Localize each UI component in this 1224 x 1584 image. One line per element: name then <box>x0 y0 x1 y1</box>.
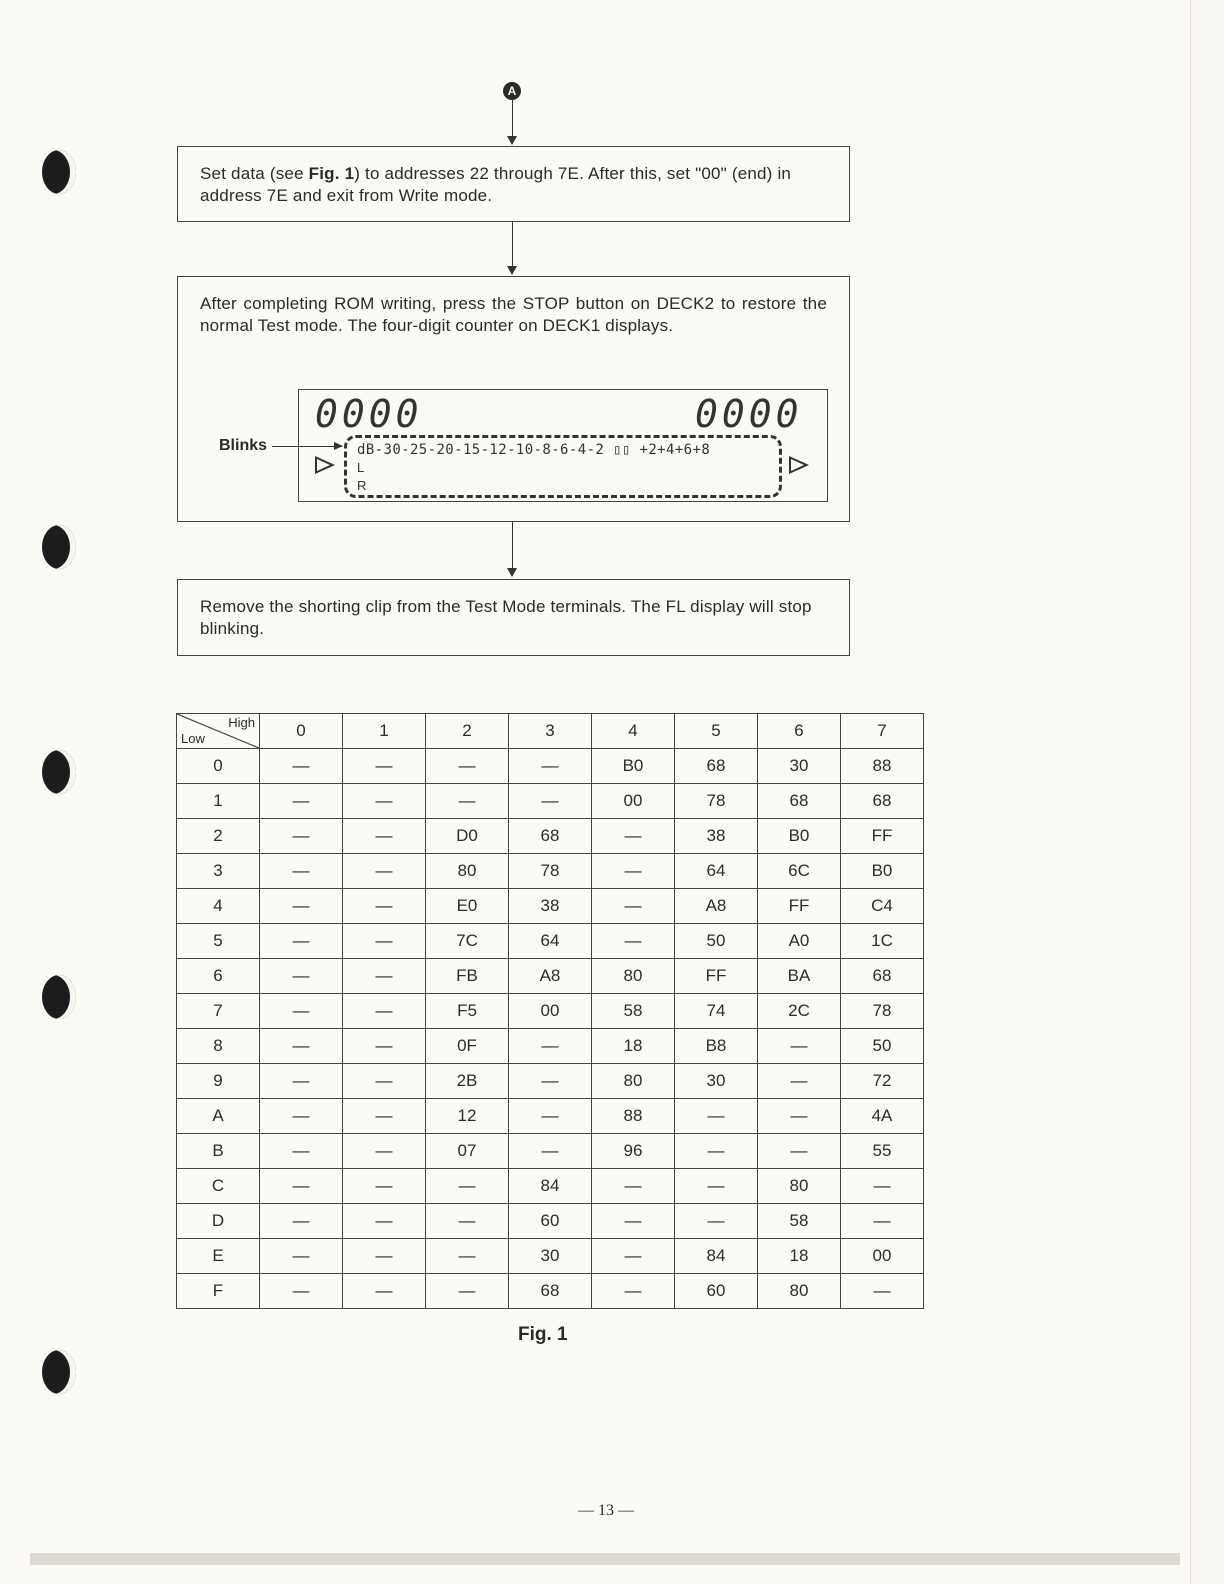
corner-low-label: Low <box>181 731 205 746</box>
table-cell: — <box>592 1169 675 1204</box>
table-row <box>177 924 924 959</box>
table-row <box>177 959 924 994</box>
table-cell: 80 <box>592 959 675 994</box>
table-cell: — <box>343 1134 426 1169</box>
scan-edge-strip <box>30 1553 1180 1565</box>
table-cell: 96 <box>592 1134 675 1169</box>
figure-caption: Fig. 1 <box>518 1324 568 1345</box>
table-cell: — <box>260 959 343 994</box>
table-cell: FF <box>758 889 841 924</box>
table-cell: 64 <box>509 924 592 959</box>
table-cell: — <box>260 994 343 1029</box>
table-cell: — <box>509 1029 592 1064</box>
table-row <box>177 1274 924 1309</box>
table-row <box>177 1099 924 1134</box>
row-header: E <box>177 1239 260 1274</box>
table-cell: — <box>260 889 343 924</box>
table-cell: 2C <box>758 994 841 1029</box>
table-cell: E0 <box>426 889 509 924</box>
row-header: D <box>177 1204 260 1239</box>
table-cell: 00 <box>509 994 592 1029</box>
table-cell: 1C <box>841 924 924 959</box>
play-arrow-icon <box>315 456 335 474</box>
table-row <box>177 1134 924 1169</box>
table-cell: — <box>343 1169 426 1204</box>
row-header: 3 <box>177 854 260 889</box>
column-header: 7 <box>841 714 924 749</box>
row-header: 0 <box>177 749 260 784</box>
table-cell: — <box>260 1239 343 1274</box>
table-cell: 58 <box>592 994 675 1029</box>
table-cell: — <box>675 1099 758 1134</box>
table-cell: A8 <box>509 959 592 994</box>
table-cell: — <box>675 1169 758 1204</box>
table-cell: 00 <box>841 1239 924 1274</box>
table-row <box>177 889 924 924</box>
table-cell: — <box>343 994 426 1029</box>
table-cell: — <box>343 819 426 854</box>
table-cell: — <box>841 1204 924 1239</box>
table-row <box>177 1064 924 1099</box>
flow-arrow-head <box>507 136 517 145</box>
flow-marker-a: A <box>503 82 521 100</box>
table-cell: 80 <box>592 1064 675 1099</box>
table-cell: B0 <box>758 819 841 854</box>
column-header: 6 <box>758 714 841 749</box>
table-cell: 30 <box>758 749 841 784</box>
table-cell: A8 <box>675 889 758 924</box>
column-header: 1 <box>343 714 426 749</box>
binder-hole <box>42 525 76 569</box>
row-header: F <box>177 1274 260 1309</box>
deck1-counter: 0000 <box>315 392 423 436</box>
binder-hole <box>42 975 76 1019</box>
table-cell: 80 <box>758 1169 841 1204</box>
table-cell: — <box>343 749 426 784</box>
flow-arrow-head <box>507 266 517 275</box>
table-row <box>177 1204 924 1239</box>
column-header: 3 <box>509 714 592 749</box>
table-row <box>177 994 924 1029</box>
table-cell: 84 <box>675 1239 758 1274</box>
table-cell: — <box>343 889 426 924</box>
flow-arrow-line <box>512 100 513 138</box>
row-header: A <box>177 1099 260 1134</box>
row-header: 7 <box>177 994 260 1029</box>
binder-hole <box>42 750 76 794</box>
table-cell: 64 <box>675 854 758 889</box>
row-header: 9 <box>177 1064 260 1099</box>
table-cell: — <box>343 1099 426 1134</box>
table-cell: — <box>343 1064 426 1099</box>
table-cell: 30 <box>509 1239 592 1274</box>
table-cell: 84 <box>509 1169 592 1204</box>
step3-box <box>177 579 850 656</box>
column-header: 0 <box>260 714 343 749</box>
table-cell: — <box>592 889 675 924</box>
table-cell: — <box>509 749 592 784</box>
table-cell: — <box>260 819 343 854</box>
table-cell: — <box>343 1204 426 1239</box>
flow-arrow-head <box>507 568 517 577</box>
table-cell: A0 <box>758 924 841 959</box>
table-cell: B0 <box>841 854 924 889</box>
table-cell: 0F <box>426 1029 509 1064</box>
table-cell: — <box>509 1099 592 1134</box>
table-cell: — <box>260 1099 343 1134</box>
table-cell: — <box>426 1204 509 1239</box>
blinks-label: Blinks <box>219 437 268 454</box>
channel-l-label: L <box>357 460 365 475</box>
table-row <box>177 1239 924 1274</box>
table-cell: — <box>260 1134 343 1169</box>
rom-data-table <box>176 713 924 1309</box>
table-cell: — <box>592 854 675 889</box>
row-header: 6 <box>177 959 260 994</box>
table-cell: B0 <box>592 749 675 784</box>
table-cell: — <box>592 819 675 854</box>
table-cell: — <box>343 1274 426 1309</box>
table-cell: 88 <box>592 1099 675 1134</box>
table-cell: — <box>343 784 426 819</box>
table-cell: — <box>675 1134 758 1169</box>
step3-text: Remove the shorting clip from the Test Mode terminals. The FL display will stop blinking. <box>200 597 812 638</box>
table-cell: 60 <box>675 1274 758 1309</box>
table-cell: C4 <box>841 889 924 924</box>
table-cell: 38 <box>509 889 592 924</box>
table-body <box>177 749 924 1309</box>
table-cell: 78 <box>509 854 592 889</box>
table-cell: 2B <box>426 1064 509 1099</box>
table-cell: 4A <box>841 1099 924 1134</box>
step1-box <box>177 146 850 222</box>
table-cell: 88 <box>841 749 924 784</box>
table-row <box>177 819 924 854</box>
table-cell: — <box>426 1239 509 1274</box>
table-cell: — <box>758 1134 841 1169</box>
table-cell: 80 <box>426 854 509 889</box>
table-cell: FB <box>426 959 509 994</box>
table-row <box>177 1029 924 1064</box>
table-cell: — <box>509 1134 592 1169</box>
table-cell: — <box>592 924 675 959</box>
table-cell: — <box>343 1029 426 1064</box>
binder-hole <box>42 150 76 194</box>
column-header: 2 <box>426 714 509 749</box>
table-cell: — <box>675 1204 758 1239</box>
table-cell: FF <box>841 819 924 854</box>
table-cell: — <box>260 854 343 889</box>
table-cell: 7C <box>426 924 509 959</box>
table-cell: — <box>509 1064 592 1099</box>
table-cell: — <box>260 784 343 819</box>
table-cell: — <box>260 1064 343 1099</box>
table-cell: 68 <box>675 749 758 784</box>
table-cell: 12 <box>426 1099 509 1134</box>
table-cell: — <box>592 1239 675 1274</box>
table-cell: 68 <box>841 959 924 994</box>
table-cell: 07 <box>426 1134 509 1169</box>
table-cell: — <box>426 749 509 784</box>
step2-text: After completing ROM writing, press the STOP button on DECK2 to restore the normal Test mode. The four-digit counter on DECK1 displays. <box>200 294 827 335</box>
table-row <box>177 784 924 819</box>
table-cell: 55 <box>841 1134 924 1169</box>
table-cell: 58 <box>758 1204 841 1239</box>
row-header: B <box>177 1134 260 1169</box>
table-row <box>177 749 924 784</box>
table-cell: D0 <box>426 819 509 854</box>
table-cell: — <box>841 1169 924 1204</box>
table-cell: 78 <box>841 994 924 1029</box>
level-meter-scale: dB-30-25-20-15-12-10-8-6-4-2 ▯▯ +2+4+6+8 <box>357 442 711 458</box>
blinks-pointer-arrow <box>334 442 343 450</box>
table-cell: F5 <box>426 994 509 1029</box>
corner-high-label: High <box>228 715 255 730</box>
row-header: 1 <box>177 784 260 819</box>
table-cell: 60 <box>509 1204 592 1239</box>
table-cell: — <box>343 854 426 889</box>
table-corner-cell <box>177 714 260 749</box>
table-cell: 80 <box>758 1274 841 1309</box>
row-header: 5 <box>177 924 260 959</box>
table-cell: 68 <box>509 1274 592 1309</box>
deck2-counter: 0000 <box>695 392 803 436</box>
table-cell: 18 <box>758 1239 841 1274</box>
table-row <box>177 1169 924 1204</box>
fl-display <box>298 389 828 502</box>
blinks-pointer-line <box>272 446 342 447</box>
play-arrow-icon <box>789 456 809 474</box>
table-cell: 38 <box>675 819 758 854</box>
table-cell: — <box>260 749 343 784</box>
table-cell: 50 <box>841 1029 924 1064</box>
table-cell: — <box>509 784 592 819</box>
table-cell: 68 <box>758 784 841 819</box>
table-cell: — <box>758 1029 841 1064</box>
table-cell: BA <box>758 959 841 994</box>
table-cell: 18 <box>592 1029 675 1064</box>
row-header: 2 <box>177 819 260 854</box>
fig-reference: Fig. 1 <box>308 164 355 183</box>
flow-arrow-line <box>512 222 513 268</box>
table-cell: — <box>260 1204 343 1239</box>
table-cell: 6C <box>758 854 841 889</box>
table-cell: — <box>260 1029 343 1064</box>
table-cell: 78 <box>675 784 758 819</box>
table-cell: — <box>841 1274 924 1309</box>
table-cell: FF <box>675 959 758 994</box>
table-cell: 68 <box>509 819 592 854</box>
table-cell: 68 <box>841 784 924 819</box>
table-cell: — <box>260 924 343 959</box>
table-cell: 72 <box>841 1064 924 1099</box>
table-cell: — <box>260 1169 343 1204</box>
table-cell: — <box>592 1204 675 1239</box>
table-cell: — <box>426 784 509 819</box>
table-cell: — <box>758 1064 841 1099</box>
column-header: 5 <box>675 714 758 749</box>
table-cell: — <box>343 924 426 959</box>
row-header: 4 <box>177 889 260 924</box>
table-header-row <box>177 714 924 749</box>
table-cell: 30 <box>675 1064 758 1099</box>
step1-text: Set data (see Fig. 1) to addresses 22 through 7E. After this, set "00" (end) in address 7E and exit from Write mode. <box>200 164 792 205</box>
table-cell: 50 <box>675 924 758 959</box>
table-cell: — <box>343 1239 426 1274</box>
table-cell: 74 <box>675 994 758 1029</box>
column-header: 4 <box>592 714 675 749</box>
binder-hole <box>42 1350 76 1394</box>
table-cell: 00 <box>592 784 675 819</box>
channel-r-label: R <box>357 478 367 493</box>
table-cell: — <box>426 1169 509 1204</box>
table-cell: — <box>260 1274 343 1309</box>
flow-arrow-line <box>512 522 513 570</box>
row-header: C <box>177 1169 260 1204</box>
page-number: — 13 — <box>578 1502 634 1519</box>
table-cell: — <box>592 1274 675 1309</box>
table-cell: — <box>426 1274 509 1309</box>
table-cell: — <box>343 959 426 994</box>
table-row <box>177 854 924 889</box>
row-header: 8 <box>177 1029 260 1064</box>
table-cell: — <box>758 1099 841 1134</box>
table-cell: B8 <box>675 1029 758 1064</box>
